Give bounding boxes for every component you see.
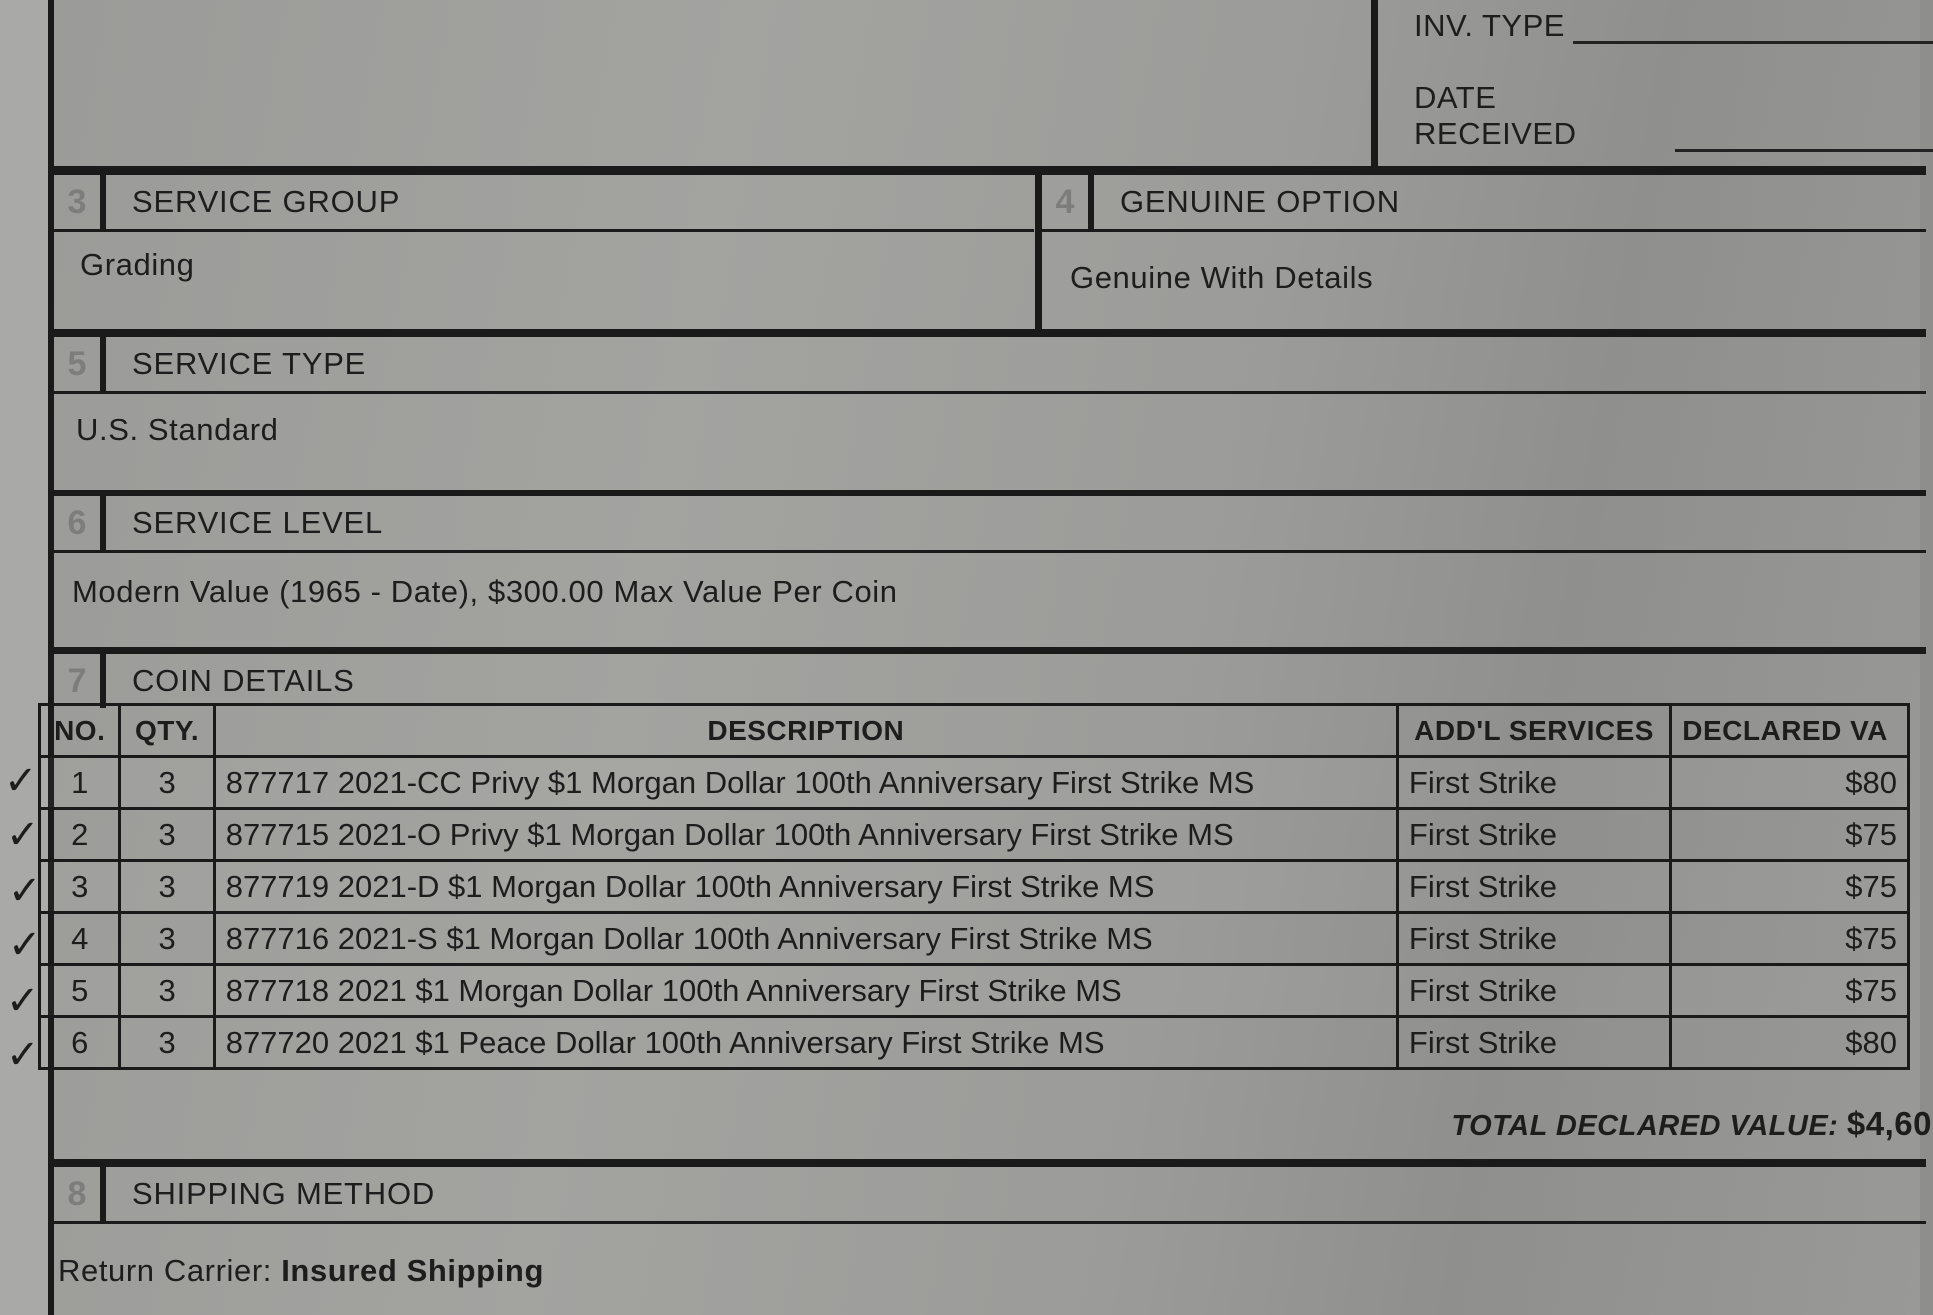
coin-details-header: [54, 654, 1926, 708]
check-mark-icon: ✓: [8, 868, 42, 914]
table-row: [40, 1017, 1909, 1069]
column-divider: [1035, 175, 1042, 335]
row-declared-value: $80: [1671, 1017, 1909, 1069]
table-row: [40, 809, 1909, 861]
section-divider: [54, 329, 1926, 337]
row-services: First Strike: [1397, 809, 1670, 861]
row-description: 877716 2021-S $1 Morgan Dollar 100th Anniversary First Strike MS: [214, 913, 1397, 965]
check-mark-icon: ✓: [6, 812, 40, 858]
row-no: 3: [40, 861, 120, 913]
coin-details-table: [38, 703, 1910, 1070]
section-number: 3: [54, 175, 106, 229]
col-header-no: NO.: [40, 705, 120, 757]
col-header-services: ADD'L SERVICES: [1397, 705, 1670, 757]
row-no: 5: [40, 965, 120, 1017]
row-no: 6: [40, 1017, 120, 1069]
row-description: 877717 2021-CC Privy $1 Morgan Dollar 100th Anniversary First Strike MS: [214, 757, 1397, 809]
genuine-option-value: Genuine With Details: [1070, 260, 1374, 295]
page-margin: [0, 0, 48, 1315]
row-qty: 3: [120, 913, 214, 965]
coin-details-label: COIN DETAILS: [132, 663, 355, 698]
submission-form: [48, 0, 1932, 1315]
total-label: TOTAL DECLARED VALUE:: [1451, 1110, 1839, 1142]
row-services: First Strike: [1397, 757, 1670, 809]
row-qty: 3: [120, 809, 214, 861]
row-declared-value: $75: [1671, 809, 1909, 861]
table-row: [40, 757, 1909, 809]
service-type-label: SERVICE TYPE: [132, 346, 367, 381]
return-carrier-label: Return Carrier:: [58, 1253, 272, 1288]
table-row: [40, 965, 1909, 1017]
section-number: 5: [54, 337, 106, 391]
inv-type-label: INV. TYPE: [1414, 8, 1565, 43]
service-level-header: [54, 496, 1926, 553]
section-number: 4: [1042, 175, 1094, 229]
service-type-value: U.S. Standard: [76, 412, 279, 447]
row-description: 877720 2021 $1 Peace Dollar 100th Anniversary First Strike MS: [214, 1017, 1397, 1069]
row-qty: 3: [120, 965, 214, 1017]
shipping-method-header: [54, 1167, 1926, 1224]
service-group-value: Grading: [80, 247, 195, 282]
check-mark-icon: ✓: [6, 978, 40, 1024]
row-declared-value: $75: [1671, 965, 1909, 1017]
row-qty: 3: [120, 861, 214, 913]
service-level-label: SERVICE LEVEL: [132, 505, 384, 540]
table-header-row: [40, 705, 1909, 757]
row-services: First Strike: [1397, 913, 1670, 965]
table-row: [40, 861, 1909, 913]
check-mark-icon: ✓: [8, 922, 42, 968]
row-declared-value: $75: [1671, 861, 1909, 913]
row-services: First Strike: [1397, 965, 1670, 1017]
row-description: 877715 2021-O Privy $1 Morgan Dollar 100th Anniversary First Strike MS: [214, 809, 1397, 861]
row-declared-value: $80: [1671, 757, 1909, 809]
table-row: [40, 913, 1909, 965]
date-received-line[interactable]: [1675, 121, 1933, 152]
col-header-qty: QTY.: [120, 705, 214, 757]
date-received-label: DATE RECEIVED: [1414, 80, 1577, 151]
row-declared-value: $75: [1671, 913, 1909, 965]
row-no: 2: [40, 809, 120, 861]
service-type-header: [54, 337, 1926, 394]
genuine-option-header: [1042, 175, 1926, 232]
col-header-declared: DECLARED VA: [1671, 705, 1909, 757]
service-group-label: SERVICE GROUP: [132, 184, 401, 219]
section-divider: [54, 647, 1926, 654]
office-use-panel: [1371, 0, 1933, 166]
check-mark-icon: ✓: [4, 758, 38, 804]
service-level-value: Modern Value (1965 - Date), $300.00 Max Value Per Coin: [72, 574, 898, 609]
row-description: 877718 2021 $1 Morgan Dollar 100th Anniversary First Strike MS: [214, 965, 1397, 1017]
total-declared-value: [1451, 1105, 1932, 1143]
section-number: 6: [54, 496, 106, 550]
row-no: 4: [40, 913, 120, 965]
service-group-header: [54, 175, 1034, 232]
row-description: 877719 2021-D $1 Morgan Dollar 100th Anniversary First Strike MS: [214, 861, 1397, 913]
check-mark-icon: ✓: [6, 1032, 40, 1078]
row-services: First Strike: [1397, 861, 1670, 913]
row-qty: 3: [120, 1017, 214, 1069]
total-amount: $4,60: [1846, 1105, 1932, 1142]
col-header-description: DESCRIPTION: [214, 705, 1397, 757]
section-number: 7: [54, 654, 106, 708]
total-row: [54, 1097, 1932, 1167]
inv-type-line[interactable]: [1573, 13, 1933, 44]
return-carrier-value: Insured Shipping: [281, 1253, 544, 1288]
shipping-method-value: [58, 1253, 544, 1289]
row-no: 1: [40, 757, 120, 809]
date-received-field: [1414, 80, 1933, 152]
top-block: [54, 0, 1926, 175]
inv-type-field: [1414, 8, 1933, 44]
row-services: First Strike: [1397, 1017, 1670, 1069]
shipping-method-label: SHIPPING METHOD: [132, 1176, 436, 1211]
row-qty: 3: [120, 757, 214, 809]
section-number: 8: [54, 1167, 106, 1221]
genuine-option-label: GENUINE OPTION: [1120, 184, 1400, 219]
